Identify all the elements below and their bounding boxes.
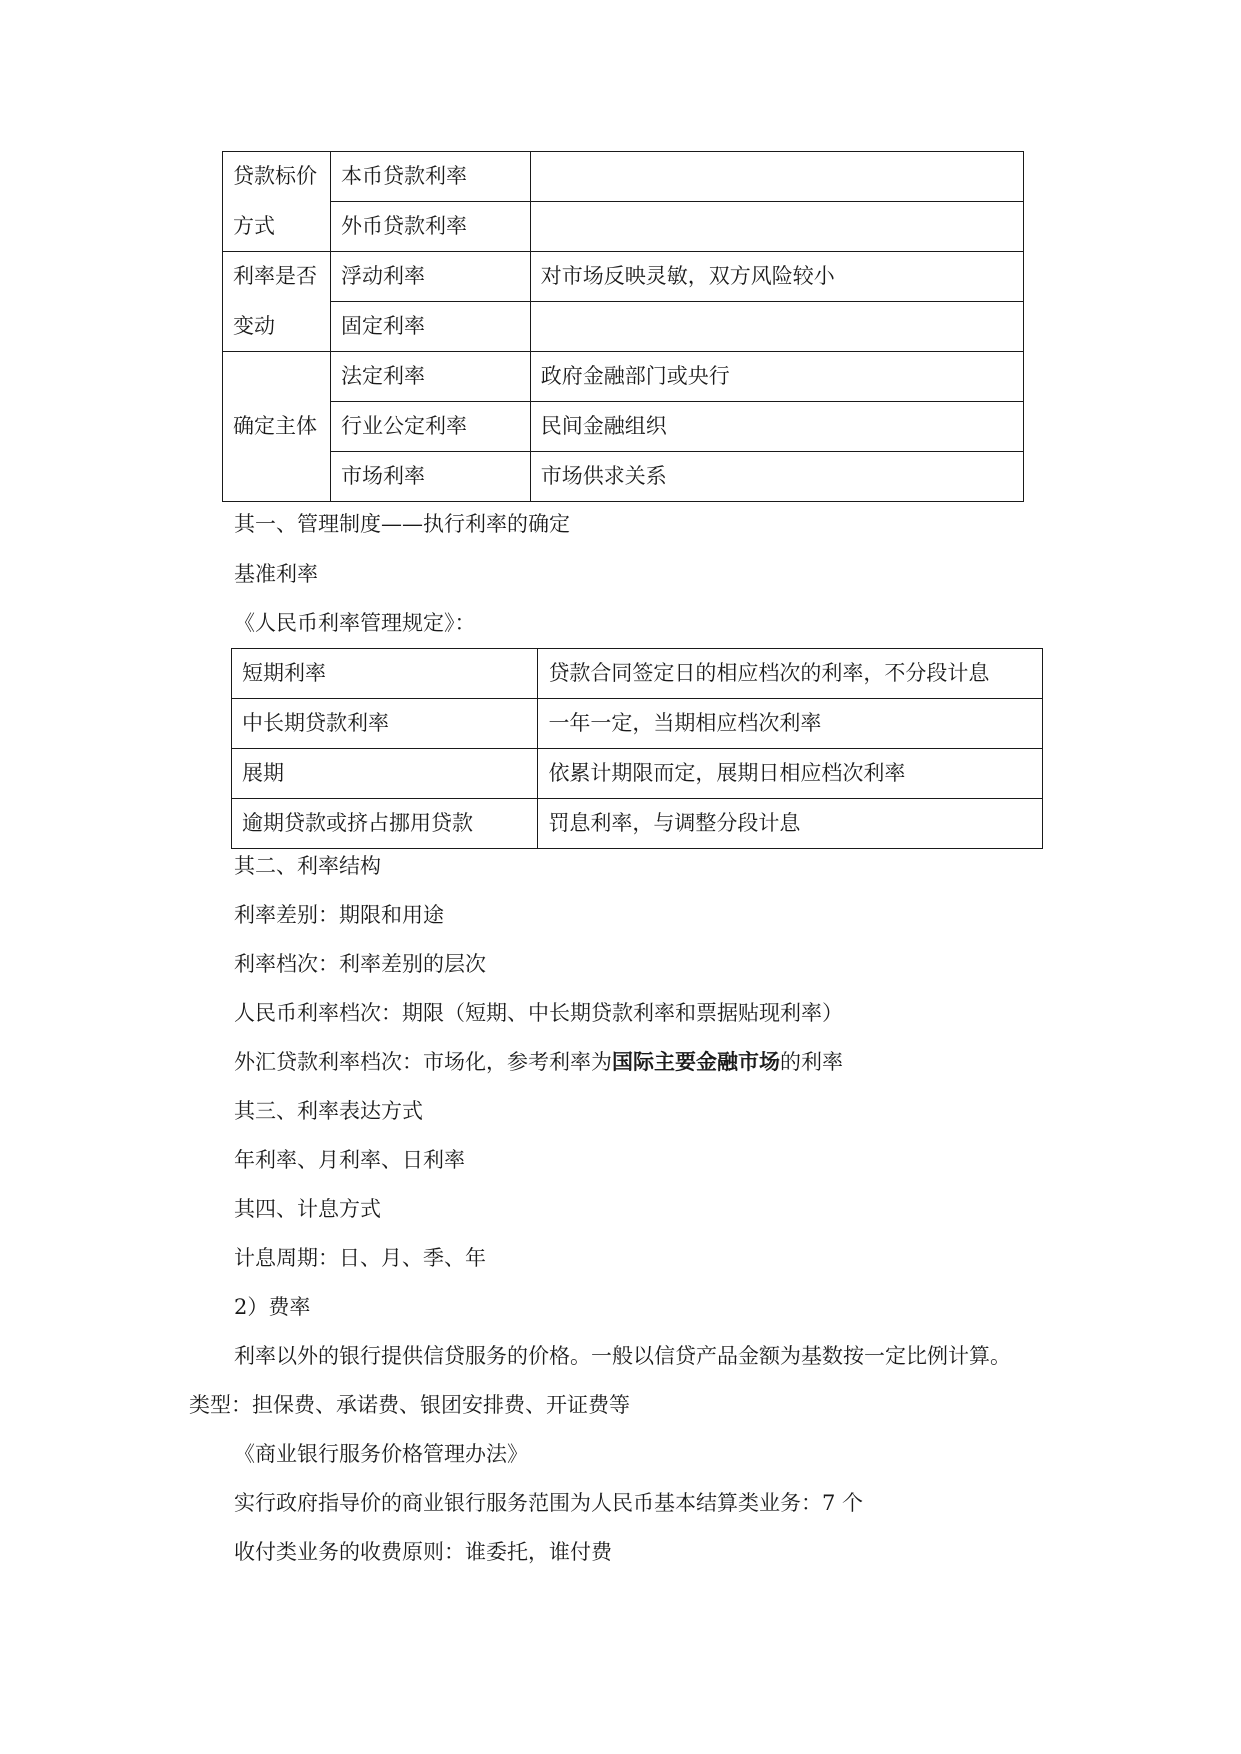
table-cell: 利率是否 — [223, 252, 331, 302]
text-segment: 外汇贷款利率档次：市场化，参考利率为 — [234, 1050, 612, 1074]
table-row — [223, 302, 1024, 352]
table-cell — [530, 152, 1023, 202]
section-heading: 其四、计息方式 — [234, 1197, 381, 1221]
table-cell: 市场供求关系 — [530, 452, 1023, 502]
table-cell — [223, 352, 331, 402]
paragraph-line: 年利率、月利率、日利率 — [234, 1148, 465, 1172]
loan-pricing-table — [222, 151, 1024, 502]
table-cell: 浮动利率 — [330, 252, 530, 302]
table-cell: 贷款合同签定日的相应档次的利率，不分段计息 — [538, 649, 1043, 699]
paragraph-line: 利率差别：期限和用途 — [234, 903, 444, 927]
table-row — [223, 202, 1024, 252]
table-cell: 短期利率 — [232, 649, 538, 699]
table-cell: 逾期贷款或挤占挪用贷款 — [232, 799, 538, 849]
table-cell: 行业公定利率 — [330, 402, 530, 452]
table-row — [223, 402, 1024, 452]
table-cell: 固定利率 — [330, 302, 530, 352]
table-cell: 一年一定，当期相应档次利率 — [538, 699, 1043, 749]
table-cell — [223, 452, 331, 502]
paragraph-line: 收付类业务的收费原则：谁委托，谁付费 — [234, 1540, 612, 1564]
table-cell: 中长期贷款利率 — [232, 699, 538, 749]
bold-text: 国际主要金融市场 — [612, 1050, 780, 1074]
paragraph-line: 计息周期：日、月、季、年 — [234, 1246, 486, 1270]
table-row — [223, 152, 1024, 202]
table-cell: 法定利率 — [330, 352, 530, 402]
table-cell — [530, 202, 1023, 252]
section-heading: 其一、管理制度——执行利率的确定 — [234, 512, 570, 536]
table-cell: 对市场反映灵敏，双方风险较小 — [530, 252, 1023, 302]
section-heading: 其二、利率结构 — [234, 854, 381, 878]
paragraph-line: 利率以外的银行提供信贷服务的价格。一般以信贷产品金额为基数按一定比例计算。 — [234, 1344, 1011, 1368]
table-row — [232, 749, 1043, 799]
table-row — [232, 699, 1043, 749]
paragraph-line: 《商业银行服务价格管理办法》 — [234, 1442, 528, 1466]
paragraph-line: 人民币利率档次：期限（短期、中长期贷款利率和票据贴现利率） — [234, 1001, 843, 1025]
paragraph-line: 利率档次：利率差别的层次 — [234, 952, 486, 976]
rate-rules-table — [231, 648, 1043, 849]
table-cell: 贷款标价 — [223, 152, 331, 202]
table-row — [232, 799, 1043, 849]
table-row — [232, 649, 1043, 699]
section-heading: 其三、利率表达方式 — [234, 1099, 423, 1123]
table-cell: 展期 — [232, 749, 538, 799]
table-cell — [530, 302, 1023, 352]
paragraph-line: 实行政府指导价的商业银行服务范围为人民币基本结算类业务：7 个 — [234, 1491, 864, 1515]
table-cell: 确定主体 — [223, 402, 331, 452]
table-cell: 市场利率 — [330, 452, 530, 502]
table-row — [223, 352, 1024, 402]
table-cell: 外币贷款利率 — [330, 202, 530, 252]
table-cell: 政府金融部门或央行 — [530, 352, 1023, 402]
paragraph-line: 类型：担保费、承诺费、银团安排费、开证费等 — [189, 1393, 630, 1417]
text-segment: 的利率 — [780, 1050, 843, 1074]
table-row — [223, 452, 1024, 502]
paragraph-line: 基准利率 — [234, 562, 318, 586]
table-cell: 本币贷款利率 — [330, 152, 530, 202]
table-cell: 罚息利率，与调整分段计息 — [538, 799, 1043, 849]
paragraph-line: 《人民币利率管理规定》： — [234, 611, 476, 635]
paragraph-line — [234, 1048, 843, 1076]
table-row — [223, 252, 1024, 302]
table-cell: 民间金融组织 — [530, 402, 1023, 452]
section-heading: 2）费率 — [234, 1295, 311, 1319]
table-cell: 依累计期限而定，展期日相应档次利率 — [538, 749, 1043, 799]
table-cell: 方式 — [223, 202, 331, 252]
table-cell: 变动 — [223, 302, 331, 352]
